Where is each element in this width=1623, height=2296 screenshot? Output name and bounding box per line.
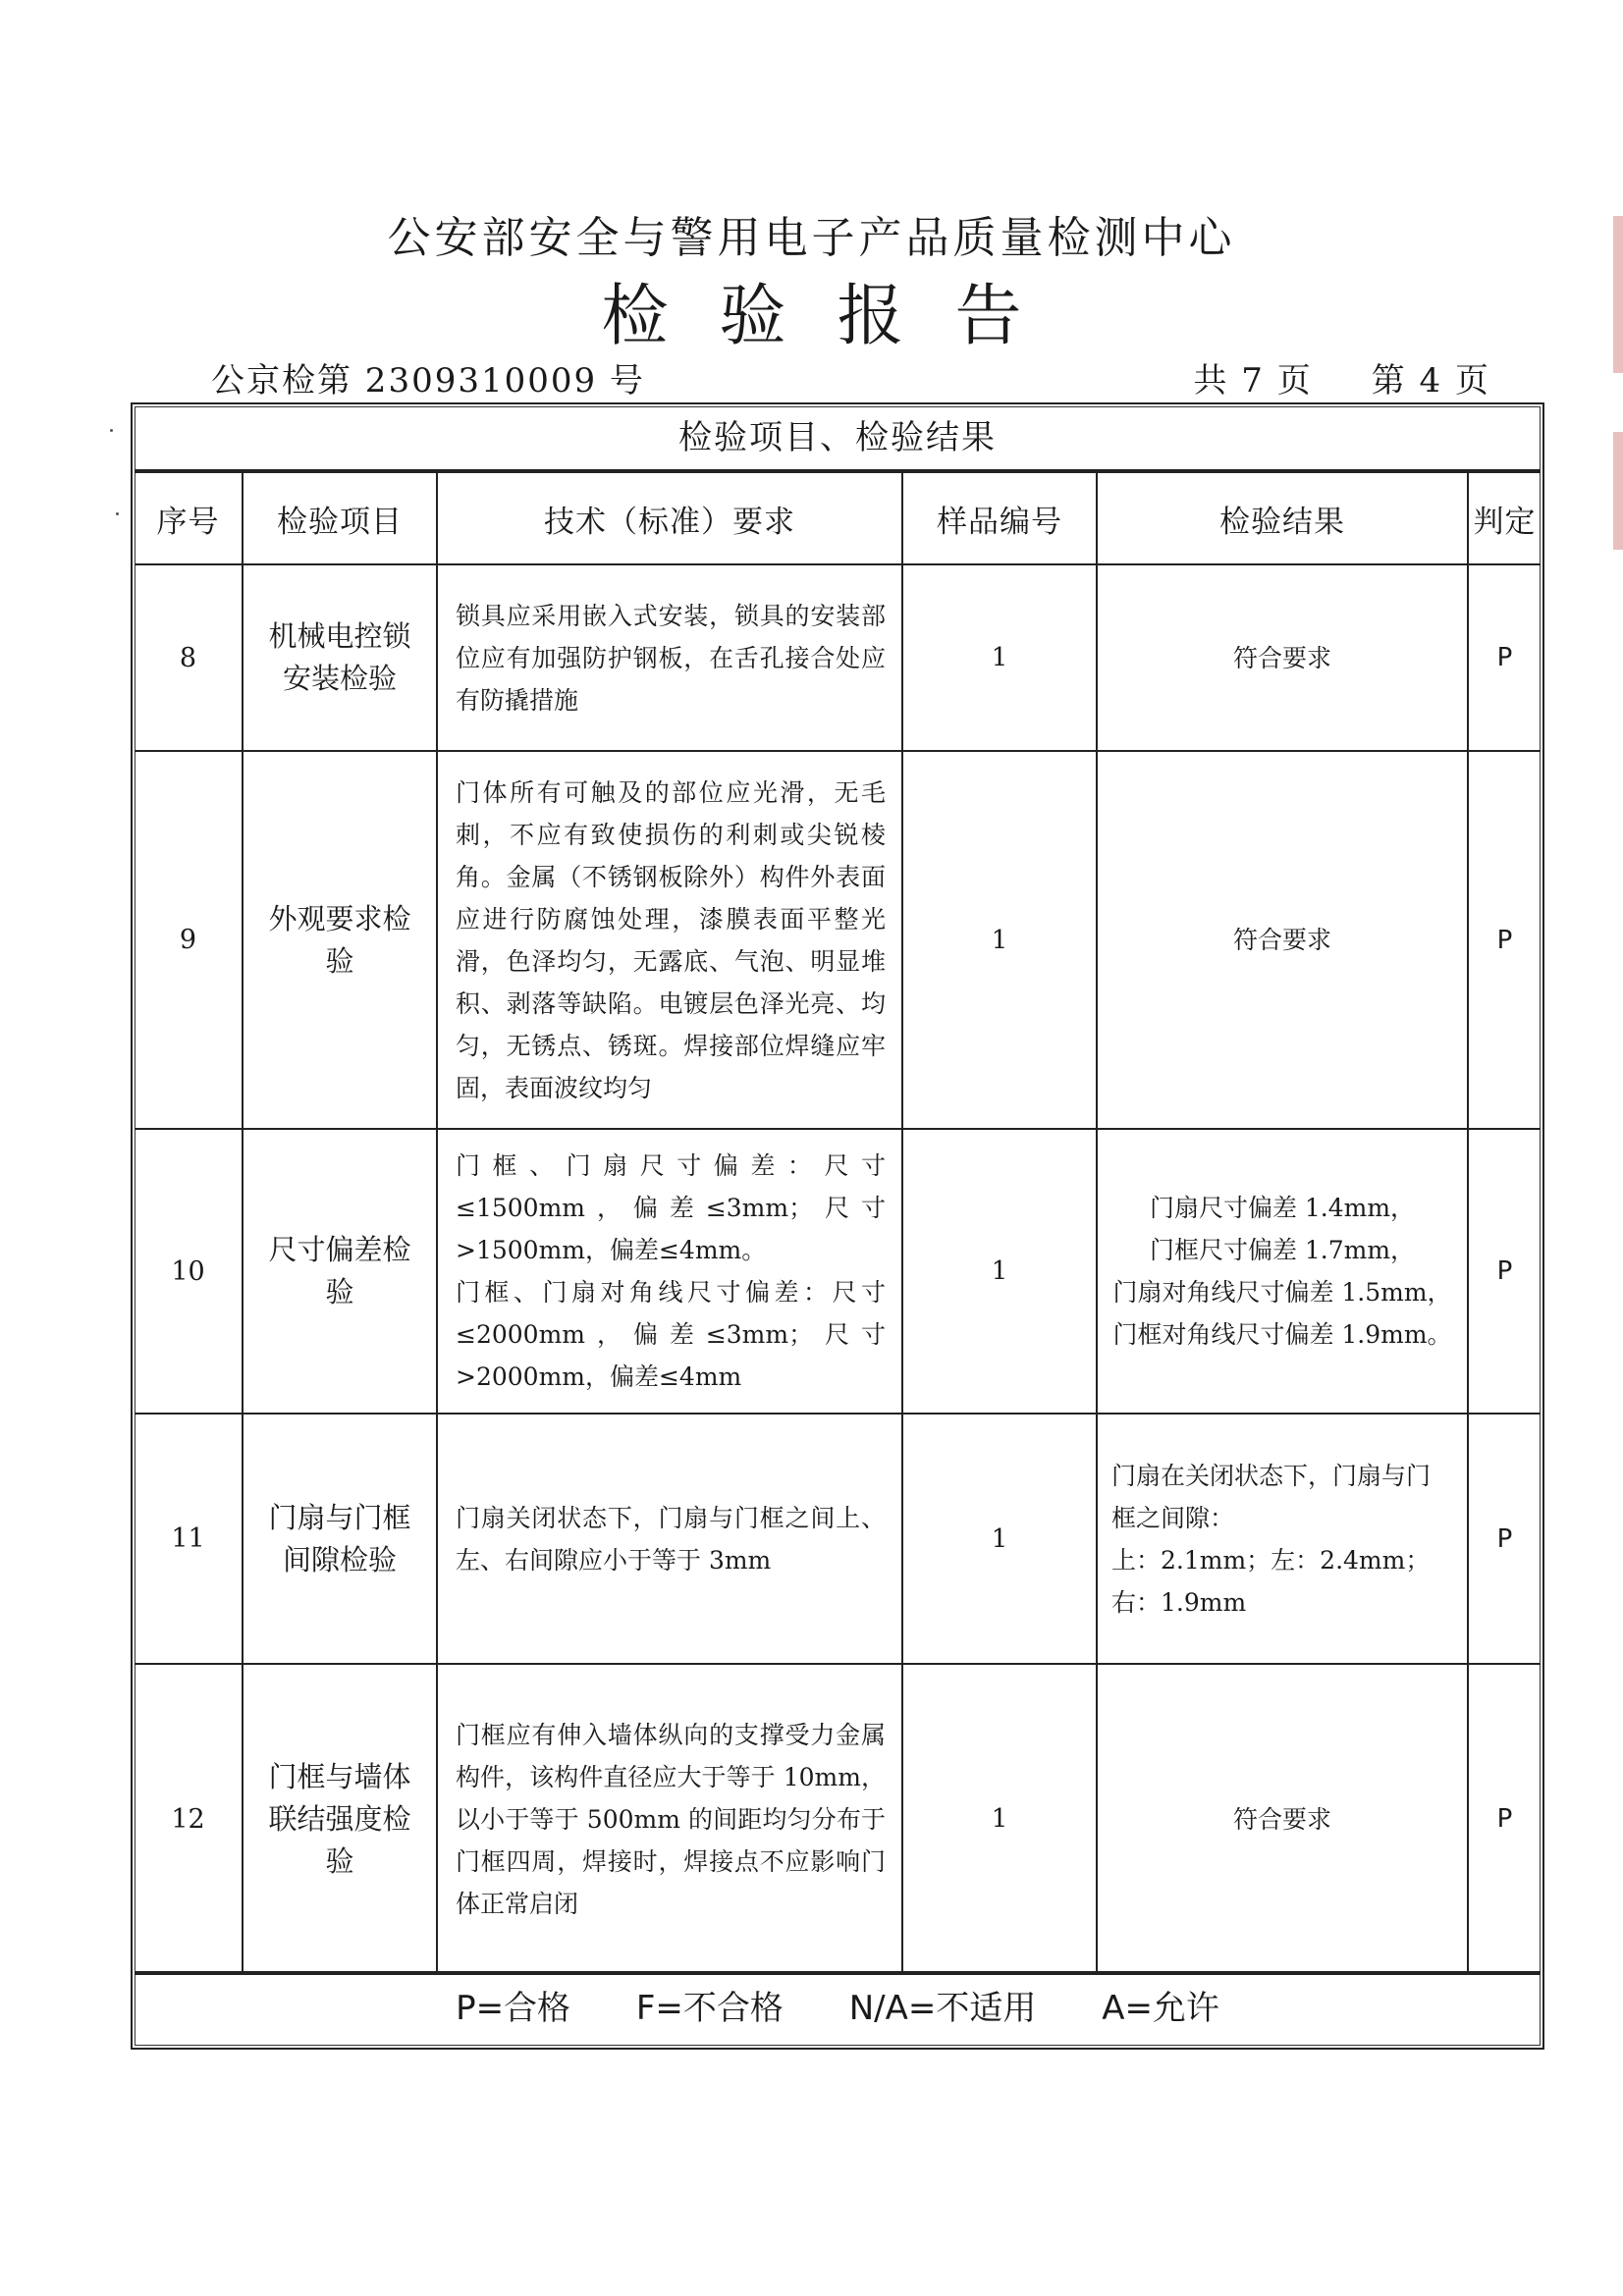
header-item: 检验项目 (243, 472, 437, 564)
table-row (135, 564, 1541, 751)
row-verdict: P (1468, 1664, 1541, 1974)
scan-speck (110, 429, 113, 432)
table-row (135, 1414, 1541, 1664)
row-result: 符合要求 (1097, 564, 1468, 751)
row-sample: 1 (902, 1664, 1097, 1974)
row-item: 门扇与门框间隙检验 (243, 1414, 437, 1664)
header-verdict: 判定 (1468, 472, 1541, 564)
row-verdict: P (1468, 564, 1541, 751)
row-sample: 1 (902, 1129, 1097, 1414)
header-requirement: 技术（标准）要求 (437, 472, 902, 564)
row-no: 10 (135, 1129, 243, 1414)
row-no: 8 (135, 564, 243, 751)
row-item: 门框与墙体联结强度检验 (243, 1664, 437, 1974)
table-row (135, 1664, 1541, 1974)
header-no: 序号 (135, 472, 243, 564)
row-result: 符合要求 (1097, 751, 1468, 1129)
page-current: 第 4 页 (1371, 361, 1490, 400)
row-requirement: 锁具应采用嵌入式安装，锁具的安装部位应有加强防护钢板，在舌孔接合处应有防撬措施 (437, 564, 902, 751)
legend-na: N/A=不适用 (848, 1989, 1037, 2028)
row-verdict: P (1468, 751, 1541, 1129)
table-row (135, 751, 1541, 1129)
table-header-row (135, 472, 1541, 564)
legend-allowed: A=允许 (1102, 1989, 1219, 2028)
row-no: 12 (135, 1664, 243, 1974)
page-total: 共 7 页 (1193, 361, 1313, 400)
row-sample: 1 (902, 1414, 1097, 1664)
row-result: 门扇在关闭状态下，门扇与门框之间隙： 上：2.1mm；左：2.4mm； 右：1.9mm (1097, 1414, 1468, 1664)
header-sample: 样品编号 (902, 472, 1097, 564)
page-indicator (1194, 353, 1491, 401)
row-requirement: 门框、门扇尺寸偏差：尺寸≤1500mm，偏差≤3mm；尺寸>1500mm，偏差≤4mm。 门框、门扇对角线尺寸偏差：尺寸≤2000mm，偏差≤3mm；尺寸>2000mm，偏差≤4mm (437, 1129, 902, 1414)
seal-edge-mark (1613, 216, 1623, 373)
row-requirement: 门框应有伸入墙体纵向的支撑受力金属构件，该构件直径应大于等于 10mm，以小于等于 500mm 的间距均匀分布于门框四周，焊接时，焊接点不应影响门体正常启闭 (437, 1664, 902, 1974)
row-no: 11 (135, 1414, 243, 1664)
row-verdict: P (1468, 1129, 1541, 1414)
row-requirement: 门体所有可触及的部位应光滑，无毛刺，不应有致使损伤的利刺或尖锐棱角。金属（不锈钢板除外）构件外表面应进行防腐蚀处理，漆膜表面平整光滑，色泽均匀，无露底、气泡、明显堆积、剥落等缺陷。电镀层色泽光亮、均匀，无锈点、锈斑。焊接部位焊缝应牢固，表面波纹均匀 (437, 751, 902, 1129)
row-result: 门扇尺寸偏差 1.4mm， 门框尺寸偏差 1.7mm， 门扇对角线尺寸偏差 1.5mm， 门框对角线尺寸偏差 1.9mm。 (1097, 1129, 1468, 1414)
legend-pass: P=合格 (456, 1989, 571, 2028)
row-requirement: 门扇关闭状态下，门扇与门框之间上、左、右间隙应小于等于 3mm (437, 1414, 902, 1664)
row-sample: 1 (902, 751, 1097, 1129)
header-result: 检验结果 (1097, 472, 1468, 564)
row-result: 符合要求 (1097, 1664, 1468, 1974)
report-number: 公京检第 2309310009 号 (211, 361, 645, 400)
row-item: 尺寸偏差检验 (243, 1129, 437, 1414)
row-no: 9 (135, 751, 243, 1129)
seal-edge-mark (1613, 432, 1623, 550)
organization-name: 公安部安全与警用电子产品质量检测中心 (387, 213, 1236, 263)
section-title: 检验项目、检验结果 (135, 406, 1541, 471)
row-item: 外观要求检验 (243, 751, 437, 1129)
legend (135, 1971, 1541, 2046)
row-verdict: P (1468, 1414, 1541, 1664)
row-item: 机械电控锁安装检验 (243, 564, 437, 751)
table-row (135, 1129, 1541, 1414)
scan-speck (116, 512, 119, 515)
report-title: 检验报告 (601, 278, 1073, 355)
row-sample: 1 (902, 564, 1097, 751)
legend-fail: F=不合格 (635, 1989, 784, 2028)
inspection-table (135, 471, 1541, 1975)
